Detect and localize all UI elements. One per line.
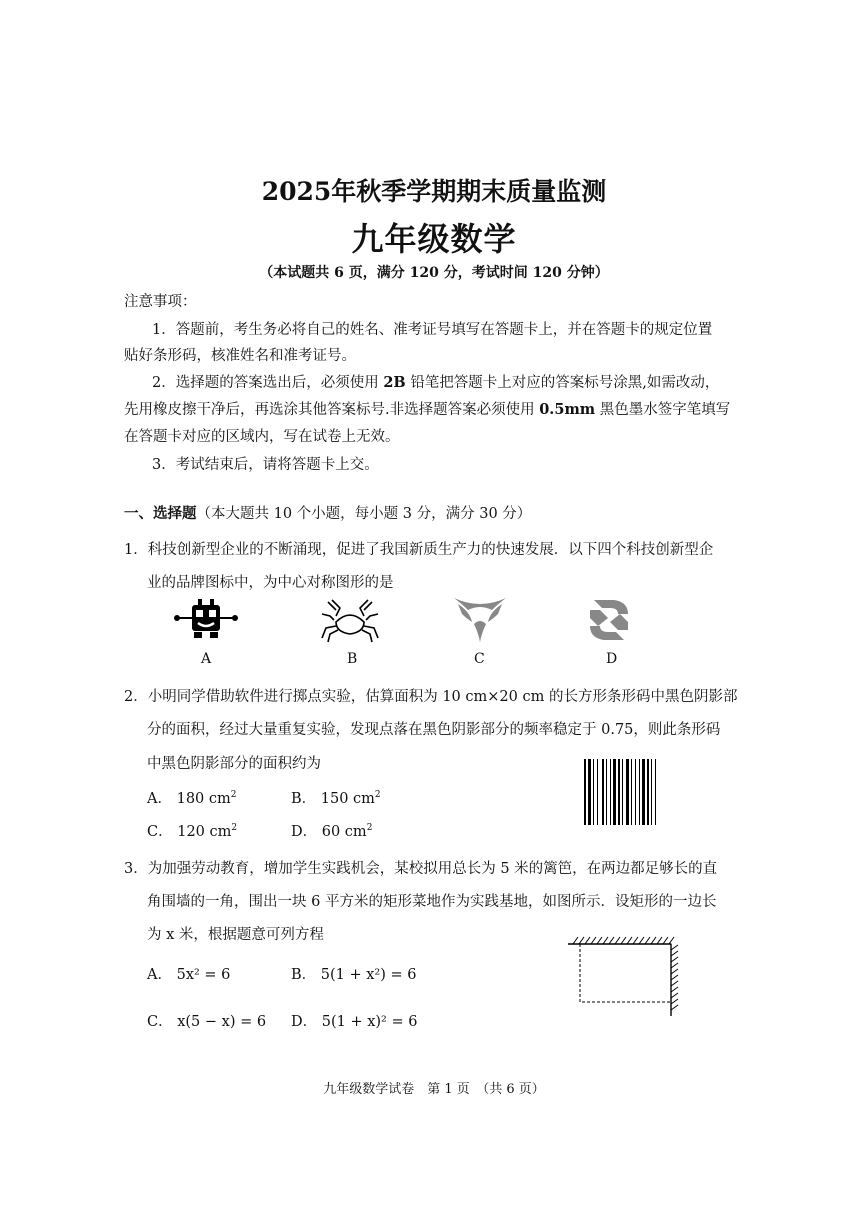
barcode-image bbox=[583, 759, 689, 825]
notice-item2-pen: 0.5mm bbox=[539, 401, 596, 418]
q3-option-b bbox=[291, 963, 416, 984]
q1-label-a: A bbox=[201, 651, 212, 667]
notice-item2-text-a: 2．选择题的答案选出后，必须使用 bbox=[152, 375, 379, 391]
q3-option-c-text: x(5 − x) = 6 bbox=[177, 1014, 267, 1030]
q3-line2: 角围墙的一角，围出一块 6 平方米的矩形菜地作为实践基地，如图所示．设矩形的一边长 bbox=[147, 894, 717, 910]
q2-option-c-sup: 2 bbox=[231, 823, 238, 834]
notice-item2-line1 bbox=[152, 371, 719, 392]
triangle-curve-logo-icon bbox=[452, 596, 508, 644]
q2-option-c bbox=[147, 820, 237, 841]
q2-option-a-sup: 2 bbox=[230, 790, 237, 801]
q3-option-a-text: 5x² = 6 bbox=[176, 967, 231, 983]
robot-logo-icon bbox=[172, 596, 240, 644]
exam-title: 2025年秋季学期期末质量监测 bbox=[261, 177, 607, 206]
exam-info: （本试题共 6 页，满分 120 分，考试时间 120 分钟） bbox=[259, 265, 609, 281]
q3-line1: 3．为加强劳动教育，增加学生实践机会，某校拟用总长为 5 米的篱笆，在两边都足够长的直 bbox=[124, 861, 718, 877]
q3-option-c bbox=[147, 1010, 266, 1031]
notice-heading: 注意事项： bbox=[124, 294, 197, 310]
crab-logo-icon bbox=[318, 596, 382, 644]
notice-item2-text-2c: 黑色墨水签字笔填写 bbox=[599, 402, 731, 418]
q2-option-a-text: 180 cm bbox=[176, 791, 231, 807]
q2-option-b bbox=[291, 787, 381, 808]
q1-line2: 业的品牌图标中，为中心对称图形的是 bbox=[147, 575, 394, 591]
notice-item2-text-2a: 先用橡皮擦干净后，再选涂其他答案标号.非选择题答案必须使用 bbox=[124, 402, 535, 418]
q2-option-b-label: B． bbox=[291, 791, 317, 807]
q2-option-b-text: 150 cm bbox=[320, 791, 375, 807]
q1-label-b: B bbox=[347, 651, 358, 667]
q2-option-b-sup: 2 bbox=[374, 790, 381, 801]
q2-line2: 分的面积，经过大量重复实验，发现点落在黑色阴影部分的频率稳定于 0.75，则此条形码 bbox=[147, 722, 721, 738]
q1-label-d: D bbox=[606, 651, 618, 667]
notice-item1-line2: 贴好条形码，核准姓名和准考证号。 bbox=[124, 348, 356, 364]
q3-option-a-label: A． bbox=[147, 967, 172, 983]
q3-option-d-label: D． bbox=[291, 1014, 318, 1030]
q3-option-d-text: 5(1 + x)² = 6 bbox=[321, 1014, 418, 1030]
q2-option-d-text: 60 cm bbox=[321, 824, 367, 840]
q3-option-c-label: C． bbox=[147, 1014, 173, 1030]
notice-item3: 3．考试结束后，请将答题卡上交。 bbox=[152, 457, 379, 473]
notice-item2-text-c: 铅笔把答题卡上对应的答案标号涂黑,如需改动， bbox=[410, 375, 720, 391]
q1-label-c: C bbox=[474, 651, 485, 667]
page-footer: 九年级数学试卷 第 1 页 （共 6 页） bbox=[323, 1082, 545, 1097]
exam-subject: 九年级数学 bbox=[351, 220, 517, 258]
fence-wall-diagram bbox=[565, 934, 685, 1020]
swirl-logo-icon bbox=[584, 596, 634, 644]
section1-desc: （本大题共 10 个小题，每小题 3 分，满分 30 分） bbox=[196, 506, 532, 522]
section1-title: 一、选择题 bbox=[124, 505, 197, 522]
notice-item2-pencil: 2B bbox=[383, 374, 406, 391]
notice-item2-line3: 在答题卡对应的区域内，写在试卷上无效。 bbox=[124, 429, 400, 445]
q2-option-a bbox=[147, 787, 236, 808]
q2-option-c-text: 120 cm bbox=[177, 824, 232, 840]
q2-option-d-sup: 2 bbox=[366, 823, 373, 834]
q2-option-c-label: C． bbox=[147, 824, 173, 840]
notice-item2-line2 bbox=[124, 398, 730, 419]
q3-option-b-label: B． bbox=[291, 967, 317, 983]
q2-option-d bbox=[291, 820, 372, 841]
q2-option-a-label: A． bbox=[147, 791, 172, 807]
q3-option-d bbox=[291, 1010, 417, 1031]
section1-heading bbox=[124, 502, 531, 523]
q2-line3: 中黑色阴影部分的面积约为 bbox=[147, 756, 321, 772]
notice-item1-line1: 1．答题前，考生务必将自己的姓名、准考证号填写在答题卡上，并在答题卡的规定位置 bbox=[152, 322, 713, 338]
q2-line1: 2．小明同学借助软件进行掷点实验，估算面积为 10 cm×20 cm 的长方形条形码中黑色阴影部 bbox=[124, 689, 738, 705]
q2-option-d-label: D． bbox=[291, 824, 318, 840]
q1-line1: 1．科技创新型企业的不断涌现，促进了我国新质生产力的快速发展．以下四个科技创新型企 bbox=[124, 542, 714, 558]
q3-option-a bbox=[147, 963, 230, 984]
q3-option-b-text: 5(1 + x²) = 6 bbox=[320, 967, 417, 983]
q3-line3: 为 x 米，根据题意可列方程 bbox=[147, 927, 324, 943]
